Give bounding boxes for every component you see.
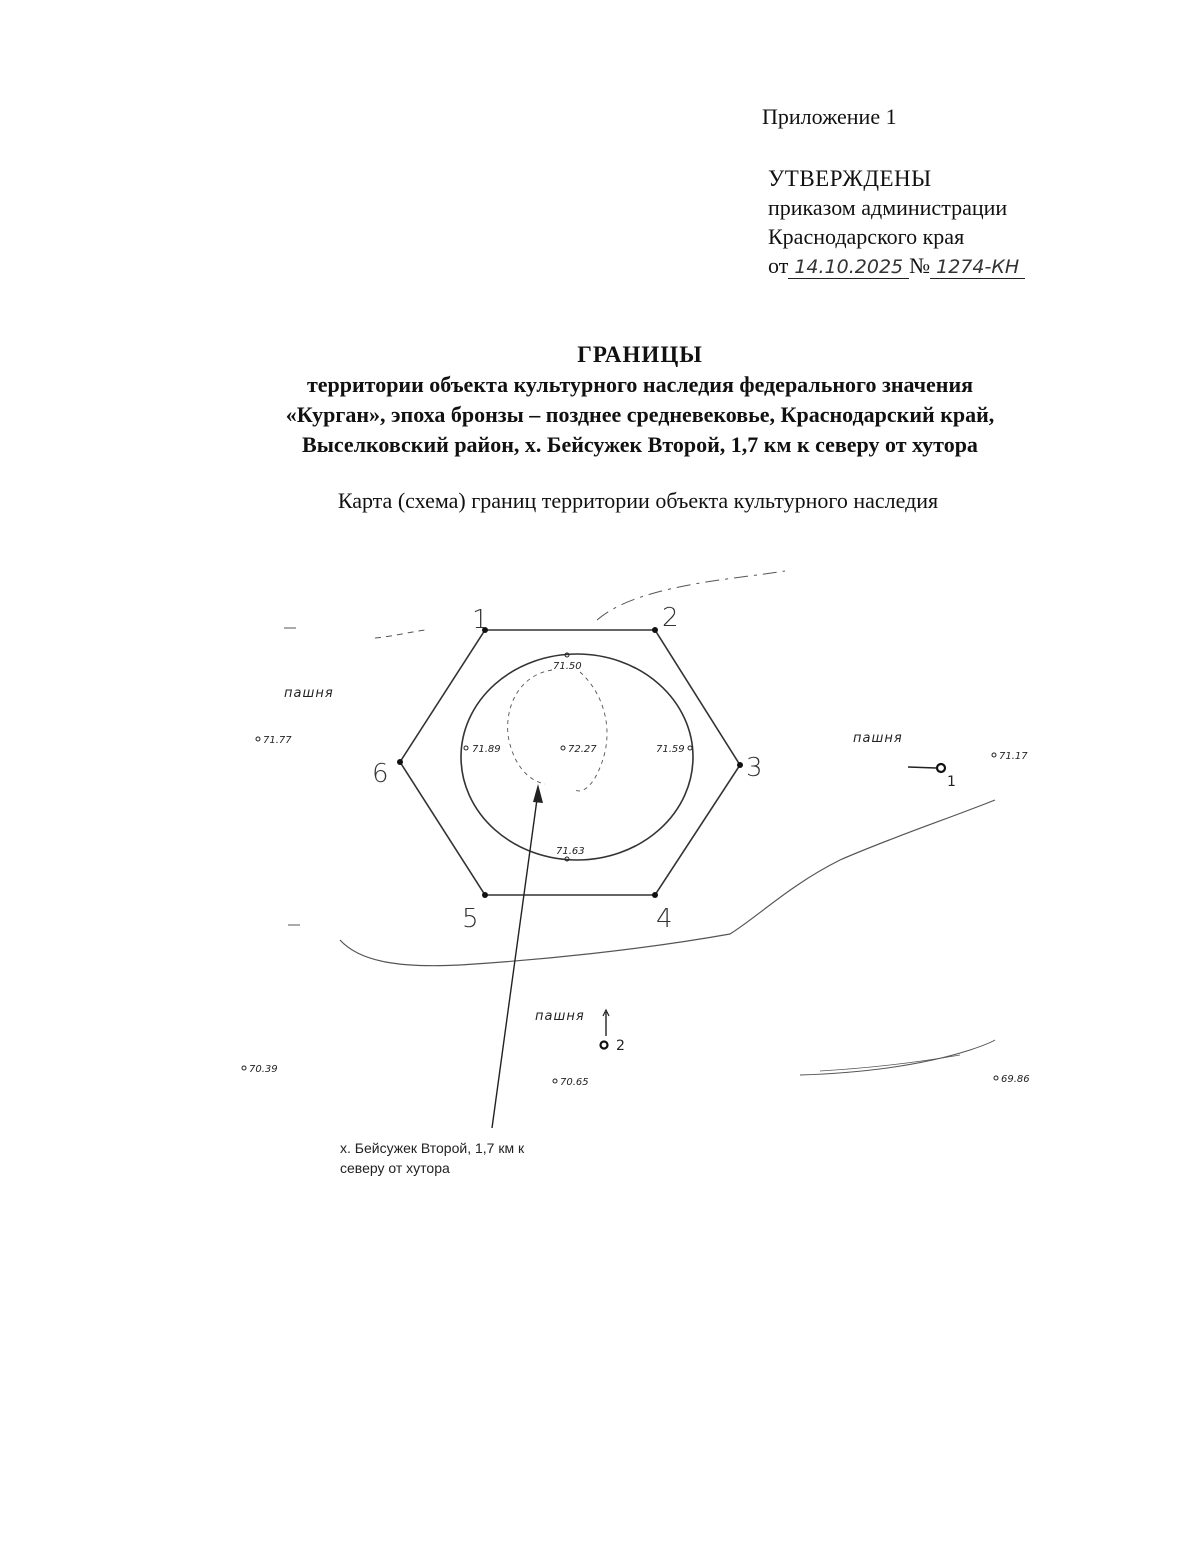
number-prefix: № xyxy=(909,253,931,278)
terrain-lines xyxy=(284,571,995,1075)
mound-contour-inner xyxy=(508,670,552,784)
terrain-line-southeast xyxy=(800,1040,995,1075)
vertex-label-1: 1 xyxy=(472,605,489,635)
mound-elevation-points xyxy=(464,653,692,861)
elev-label-top: 71.50 xyxy=(553,661,582,672)
vertex-4 xyxy=(652,892,658,898)
vertex-2 xyxy=(652,627,658,633)
map-subtitle: Карта (схема) границ территории объекта культурного наследия xyxy=(337,488,939,513)
terrain-line-southeast-2 xyxy=(820,1055,960,1071)
mound-contour xyxy=(575,672,607,791)
reference-mark-2-label: 2 xyxy=(616,1038,625,1054)
field-label-south: пашня xyxy=(535,1009,585,1024)
terrain-label-west: 71.77 xyxy=(263,735,292,746)
caption-line-1: х. Бейсужек Второй, 1,7 км к xyxy=(340,1140,525,1156)
field-label-west: пашня xyxy=(284,686,334,701)
caption-leader xyxy=(492,784,543,1128)
vertex-label-2: 2 xyxy=(662,603,679,633)
elev-label-left: 71.89 xyxy=(472,744,501,755)
order-date: 14.10.2025 xyxy=(788,256,909,279)
terrain-point-west xyxy=(256,737,260,741)
elev-point-left xyxy=(464,746,468,750)
reference-mark-1-point xyxy=(937,764,945,772)
approved-heading: УТВЕРЖДЕНЫ xyxy=(768,166,932,191)
order-line-1: приказом администрации xyxy=(768,195,1008,220)
reference-mark-2-point xyxy=(601,1042,608,1049)
terrain-label-east: 71.17 xyxy=(999,751,1028,762)
vertex-label-4: 4 xyxy=(656,904,673,934)
vertex-label-5: 5 xyxy=(462,904,479,934)
terrain-elevation-points xyxy=(242,737,998,1083)
terrain-label-southwest: 70.39 xyxy=(249,1064,278,1075)
terrain-line-northwest xyxy=(375,630,425,638)
vertex-5 xyxy=(482,892,488,898)
reference-mark-2 xyxy=(601,1010,625,1054)
terrain-line-north xyxy=(597,571,785,620)
terrain-point-southwest xyxy=(242,1066,246,1070)
terrain-point-east xyxy=(992,753,996,757)
terrain-label-southeast: 69.86 xyxy=(1001,1074,1030,1085)
document-title: ГРАНИЦЫ xyxy=(577,342,703,367)
vertex-6 xyxy=(397,759,403,765)
elev-label-center: 72.27 xyxy=(568,744,597,755)
title-line-2: «Курган», эпоха бронзы – позднее средневековье, Краснодарский край, xyxy=(285,402,995,427)
location-caption xyxy=(340,1138,524,1178)
field-boundary-south xyxy=(340,800,995,966)
elev-point-center xyxy=(561,746,565,750)
date-prefix: от xyxy=(768,253,789,278)
vertex-label-3: 3 xyxy=(746,753,763,783)
field-label-east: пашня xyxy=(853,731,903,746)
appendix-label: Приложение 1 xyxy=(762,104,897,129)
elev-label-right: 71.59 xyxy=(656,744,685,755)
terrain-point-southeast xyxy=(994,1076,998,1080)
title-line-1: территории объекта культурного наследия федерального значения xyxy=(306,372,974,397)
caption-line-2: северу от хутора xyxy=(340,1160,450,1176)
vertex-3 xyxy=(737,762,743,768)
order-number: 1274-КН xyxy=(930,256,1025,279)
reference-mark-1 xyxy=(908,764,956,790)
order-line-2: Краснодарского края xyxy=(768,224,965,249)
vertex-label-6: 6 xyxy=(372,759,389,789)
reference-mark-1-arrow xyxy=(908,767,936,768)
mound-outline xyxy=(461,654,693,860)
terrain-label-south: 70.65 xyxy=(560,1077,589,1088)
reference-mark-1-label: 1 xyxy=(947,774,956,790)
elev-label-bottom: 71.63 xyxy=(556,846,585,857)
terrain-point-south xyxy=(553,1079,557,1083)
title-line-3: Выселковский район, х. Бейсужек Второй, 1,7 км к северу от хутора xyxy=(302,432,978,457)
caption-leader-arrowhead xyxy=(533,784,543,803)
elev-point-right xyxy=(688,746,692,750)
